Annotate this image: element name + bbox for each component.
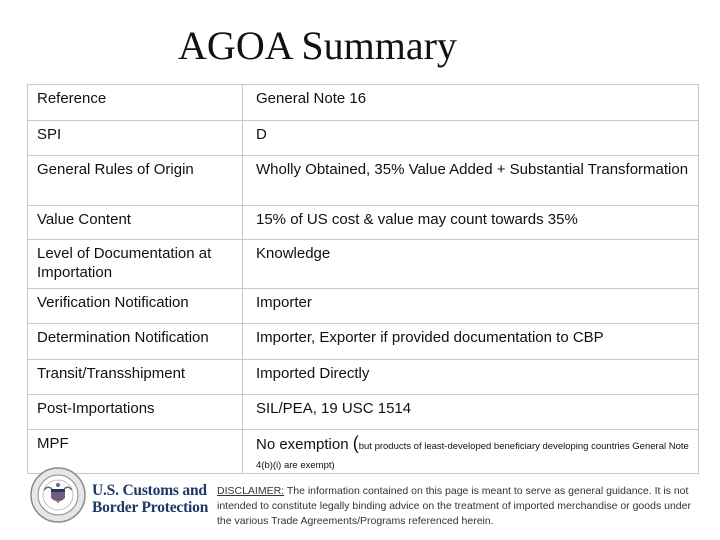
row-value: 15% of US cost & value may count towards 35% bbox=[243, 206, 699, 240]
row-value: Imported Directly bbox=[243, 360, 699, 395]
mpf-paren: ( bbox=[352, 433, 359, 453]
row-label: Value Content bbox=[28, 206, 243, 240]
row-value: Wholly Obtained, 35% Value Added + Substantial Transformation bbox=[243, 156, 699, 206]
mpf-note: but products of least-developed beneficiary developing countries General Note 4(b)(i) are exempt) bbox=[256, 441, 689, 471]
row-value: Importer, Exporter if provided documentation to CBP bbox=[243, 324, 699, 360]
table-row bbox=[28, 360, 699, 395]
table-row bbox=[28, 289, 699, 324]
table-row bbox=[28, 240, 699, 289]
row-label: Reference bbox=[28, 85, 243, 121]
table-row bbox=[28, 206, 699, 240]
row-label: Verification Notification bbox=[28, 289, 243, 324]
row-value bbox=[243, 430, 699, 474]
table-row bbox=[28, 430, 699, 474]
row-value: SIL/PEA, 19 USC 1514 bbox=[243, 395, 699, 430]
disclaimer bbox=[217, 484, 705, 529]
row-label: Transit/Transshipment bbox=[28, 360, 243, 395]
wordmark-line-1: U.S. Customs and bbox=[92, 482, 207, 499]
row-label: Level of Documentation at Importation bbox=[28, 240, 243, 289]
table-row bbox=[28, 121, 699, 156]
row-label: MPF bbox=[28, 430, 243, 474]
cbp-wordmark bbox=[92, 482, 208, 516]
row-value: Importer bbox=[243, 289, 699, 324]
disclaimer-text: The information contained on this page is meant to serve as general guidance. It is not intended to constitute legally binding advice on the treatment of imported merchandise or goods under the various Trade Agreements/Programs referenced herein. bbox=[217, 485, 691, 527]
cbp-seal-logo bbox=[30, 467, 86, 523]
table-row bbox=[28, 324, 699, 360]
summary-table bbox=[27, 84, 699, 474]
table-row bbox=[28, 395, 699, 430]
row-value: Knowledge bbox=[243, 240, 699, 289]
row-value: General Note 16 bbox=[243, 85, 699, 121]
table-row bbox=[28, 156, 699, 206]
row-label: General Rules of Origin bbox=[28, 156, 243, 206]
row-label: Determination Notification bbox=[28, 324, 243, 360]
mpf-value: No exemption bbox=[256, 436, 349, 453]
row-label: SPI bbox=[28, 121, 243, 156]
table-row bbox=[28, 85, 699, 121]
wordmark-line-2: Border Protection bbox=[92, 499, 209, 516]
disclaimer-label: DISCLAIMER: bbox=[217, 485, 285, 497]
page-title: AGOA Summary bbox=[178, 23, 457, 68]
row-label: Post-Importations bbox=[28, 395, 243, 430]
row-value: D bbox=[243, 121, 699, 156]
